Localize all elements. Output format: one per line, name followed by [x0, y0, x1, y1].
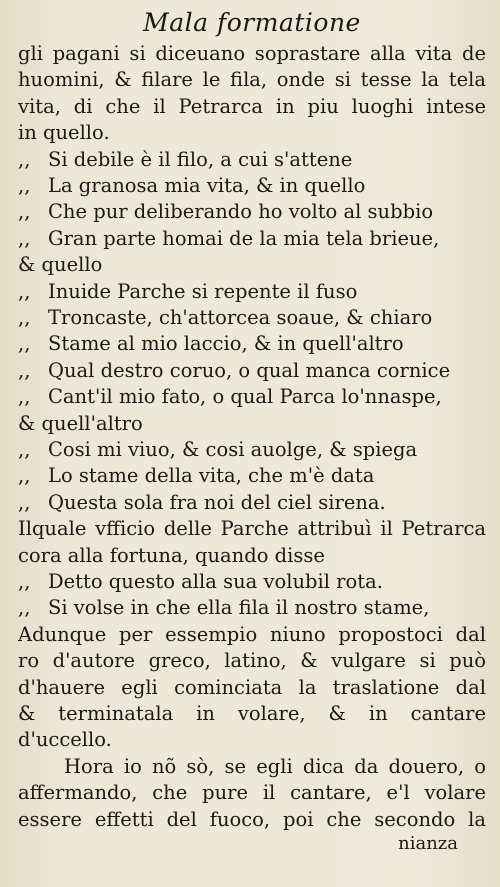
quotation-mark: ,,: [18, 385, 31, 409]
verse-line: [18, 279, 486, 305]
verse-text: Cosi mi viuo, & cosi auolge, & spiega: [48, 438, 418, 462]
verse-line: [18, 147, 486, 173]
quotation-mark: ,,: [18, 570, 31, 594]
quotation-mark: ,,: [18, 279, 31, 303]
quotation-mark: ,,: [18, 306, 31, 330]
prose-line: Hora io nõ sò, se egli dica da douero, o: [64, 754, 486, 778]
verse-line: [18, 463, 486, 489]
prose-line: gli pagani si diceuano soprastare alla vita de: [18, 42, 486, 65]
quotation-mark: ,,: [18, 438, 31, 462]
quotation-mark: ,,: [18, 464, 31, 488]
prose-line: & terminatala in volare, & in cantare: [18, 702, 486, 726]
quotation-mark: ,,: [18, 200, 31, 224]
text-block: [18, 41, 486, 833]
verse-line: [18, 569, 486, 595]
quotation-mark: ,,: [18, 147, 31, 171]
verse-text: Detto questo alla sua volubil rota.: [48, 570, 383, 594]
prose-line: & quell'altro: [18, 411, 143, 435]
quotation-mark: ,,: [18, 358, 31, 382]
quotation-mark: ,,: [18, 596, 31, 620]
verse-line: [18, 384, 486, 410]
verse-line: [18, 358, 486, 384]
prose-line: d'uccello.: [18, 728, 112, 752]
verse-text: Cant'il mio fato, o qual Parca lo'nnaspe,: [48, 385, 442, 409]
verse-line: [18, 173, 486, 199]
prose-line: d'hauere egli cominciata la traslatione dal: [18, 675, 486, 699]
verse-text: Che pur deliberando ho volto al subbio: [48, 200, 434, 224]
quotation-mark: ,,: [18, 173, 31, 197]
prose-line: vita, di che il Petrarca in piu luoghi intese: [18, 94, 486, 118]
prose-line: essere effetti del fuoco, poi che secondo la: [18, 807, 486, 831]
verse-text: Qual destro coruo, o qual manca cornice: [48, 358, 451, 382]
verse-line: [18, 331, 486, 357]
quotation-mark: ,,: [18, 332, 31, 356]
prose-line: & quello: [18, 253, 103, 277]
verse-line: [18, 490, 486, 516]
quotation-mark: ,,: [18, 490, 31, 514]
verse-text: La granosa mia vita, & in quello: [48, 173, 366, 197]
quotation-mark: ,,: [18, 226, 31, 250]
verse-text: Lo stame della vita, che m'è data: [48, 464, 375, 488]
prose-line: in quello.: [18, 121, 110, 145]
verse-text: Si debile è il filo, a cui s'attene: [48, 147, 353, 171]
verse-line: [18, 595, 486, 621]
verse-line: [18, 199, 486, 225]
catchword: nianza: [398, 833, 458, 855]
verse-text: Stame al mio laccio, & in quell'altro: [48, 332, 404, 356]
verse-text: Si volse in che ella fila il nostro stame,: [48, 596, 430, 620]
verse-text: Inuide Parche si repente il fuso: [48, 279, 358, 303]
verse-text: Gran parte homai de la mia tela brieue,: [48, 226, 440, 250]
verse-text: Questa sola fra noi del ciel sirena.: [48, 490, 386, 514]
prose-line: Adunque per essempio niuno propostoci dal: [18, 622, 486, 646]
verse-line: [18, 226, 486, 252]
verse-line: [18, 305, 486, 331]
prose-line: huomini, & filare le fila, onde si tesse la tela: [18, 68, 486, 92]
prose-line: cora alla fortuna, quando disse: [18, 543, 325, 567]
verse-line: [18, 437, 486, 463]
prose-line: Ilquale vfficio delle Parche attribuì il Petrarca: [18, 517, 486, 541]
running-head: Mala formatione: [143, 8, 361, 37]
prose-line: ro d'autore greco, latino, & vulgare si può: [18, 649, 486, 673]
verse-text: Troncaste, ch'attorcea soaue, & chiaro: [48, 306, 433, 330]
prose-line: affermando, che pure il cantare, e'l volare: [18, 781, 486, 805]
